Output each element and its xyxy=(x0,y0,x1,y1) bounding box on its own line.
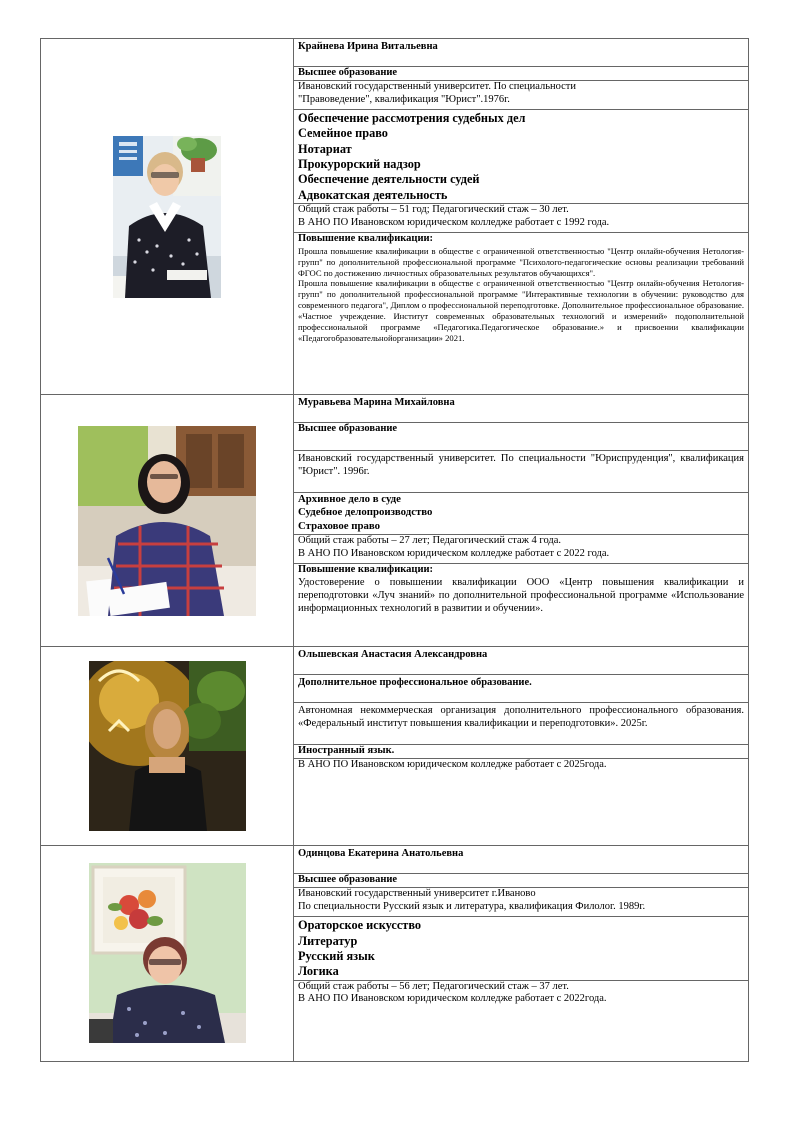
teacher-4-name-row xyxy=(41,846,749,874)
teacher-1-qualification-para-2: Прошла повышение квалификации в обществе с ограниченной ответственностью "Центр онлайн-обучения Нетология-групп" по дополнительной профессиональной программе "Интерактивные технологии в обучении: руководство для современного педагога", Диплом о профессиональной переподготовке. Дополнительное профессиональное образование. «Частное учреждение. Институт современных образовательных технологий и измерений» подополнительной профессиональной программе «Педагогика.Педагогическое образование.» и присвоении квалификации «Педагогобразовательнойорганизации» 2021. xyxy=(298,278,744,343)
teacher-4-subject: Логика xyxy=(298,964,339,979)
teacher-1-subject: Обеспечение рассмотрения судебных дел xyxy=(298,111,526,125)
teacher-2-qualification-label: Повышение квалификации: xyxy=(298,564,434,576)
teacher-3-photo-cell xyxy=(41,647,294,846)
teacher-4-subject: Ораторское искусство xyxy=(298,918,422,933)
teacher-1-subject: Нотариат xyxy=(298,141,352,156)
teacher-1-experience-line-1: Общий стаж работы – 51 год; Педагогический стаж – 30 лет. xyxy=(298,204,569,216)
teacher-1-qualification-para-1: Прошла повышение квалификации в обществе с ограниченной ответственностью "Центр онлайн-обучения Нетология-групп" по дополнительной профессиональной программе "Психолого-педагогические основы реализации требований ФГОС по достижению личностных образовательных результатов обучающихся". xyxy=(298,245,744,278)
teacher-4-education-line-2: По специальности Русский язык и литература, квалификация Филолог. 1989г. xyxy=(298,900,646,912)
teacher-2-subject: Архивное дело в суде xyxy=(298,493,401,506)
teacher-1-name-row xyxy=(41,39,749,67)
teacher-1-subject: Прокурорский надзор xyxy=(298,157,421,172)
teacher-3-name-row xyxy=(41,647,749,675)
teacher-2-name-row xyxy=(41,395,749,423)
teacher-3-name: Ольшевская Анастасия Александровна xyxy=(298,649,488,661)
teacher-2-subject: Судебное делопроизводство xyxy=(298,506,433,519)
teacher-1-qualification-label: Повышение квалификации: xyxy=(298,233,434,245)
teacher-4-experience-line-2: В АНО ПО Ивановском юридическом колледже работает с 2022года. xyxy=(298,993,607,1005)
teacher-2-photo xyxy=(78,426,256,616)
teacher-2-qualification-text: Удостоверение о повышении квалификации ООО «Центр повышения квалификации и переподготовки «Луч знаний» по дополнительной профессиональной программе «Использование информационных технологий в развитии и обучении». xyxy=(298,576,744,614)
teacher-1-subject: Обеспечение деятельности судей xyxy=(298,172,480,187)
teacher-4-education-level: Высшее образование xyxy=(298,874,398,886)
teacher-4-experience-line-1: Общий стаж работы – 56 лет; Педагогический стаж – 37 лет. xyxy=(298,980,569,992)
teacher-4-photo xyxy=(89,863,246,1043)
teacher-1-education-level: Высшее образование xyxy=(298,67,398,78)
teacher-1-education-line-2: "Правоведение", квалификация "Юрист".1976г. xyxy=(298,93,510,105)
teacher-2-experience-line-1: Общий стаж работы – 27 лет; Педагогический стаж 4 года. xyxy=(298,535,562,547)
teacher-3-subject: Иностранный язык. xyxy=(298,745,395,757)
teacher-3-photo xyxy=(89,661,246,831)
teacher-2-education-text: Ивановский государственный университет. По специальности "Юриспруденция", квалификация "Юрист". 1996г. xyxy=(298,453,744,477)
teacher-4-name: Одинцова Екатерина Анатольевна xyxy=(298,848,464,860)
teacher-1-experience-line-2: В АНО ПО Ивановском юридическом колледже работает с 1992 года. xyxy=(298,216,610,228)
teacher-3-education-level: Дополнительное профессиональное образование. xyxy=(298,677,532,689)
teacher-1-education-line-1: Ивановский государственный университет. По специальности xyxy=(298,81,577,92)
teacher-1-name-cell xyxy=(294,39,749,67)
teacher-2-photo-cell xyxy=(41,395,294,647)
teacher-2-subject: Страховое право xyxy=(298,519,381,532)
teacher-2-name: Муравьева Марина Михайловна xyxy=(298,397,455,409)
teacher-1-subject: Адвокатская деятельность xyxy=(298,187,448,202)
teacher-4-subject: Литератур xyxy=(298,933,358,948)
teacher-2-education-level: Высшее образование xyxy=(298,423,398,435)
teacher-3-education-text: Автономная некоммерческая организация дополнительного профессионального образования. «Федеральный институт повышения квалификации и переподготовки». 2025г. xyxy=(298,705,744,729)
teacher-3-experience: В АНО ПО Ивановском юридическом колледже работает с 2025года. xyxy=(298,759,607,771)
teacher-4-subject: Русский язык xyxy=(298,948,375,963)
staff-table xyxy=(40,38,749,1062)
teacher-1-photo-cell xyxy=(41,39,294,395)
teacher-4-education-line-1: Ивановский государственный университет г.Иваново xyxy=(298,888,536,900)
teacher-2-experience-line-2: В АНО ПО Ивановском юридическом колледже работает с 2022 года. xyxy=(298,547,610,559)
teacher-1-photo xyxy=(113,136,221,298)
teacher-1-subject: Семейное право xyxy=(298,126,388,141)
teacher-4-photo-cell xyxy=(41,846,294,1061)
teacher-1-name: Крайнева Ирина Витальевна xyxy=(298,41,438,52)
